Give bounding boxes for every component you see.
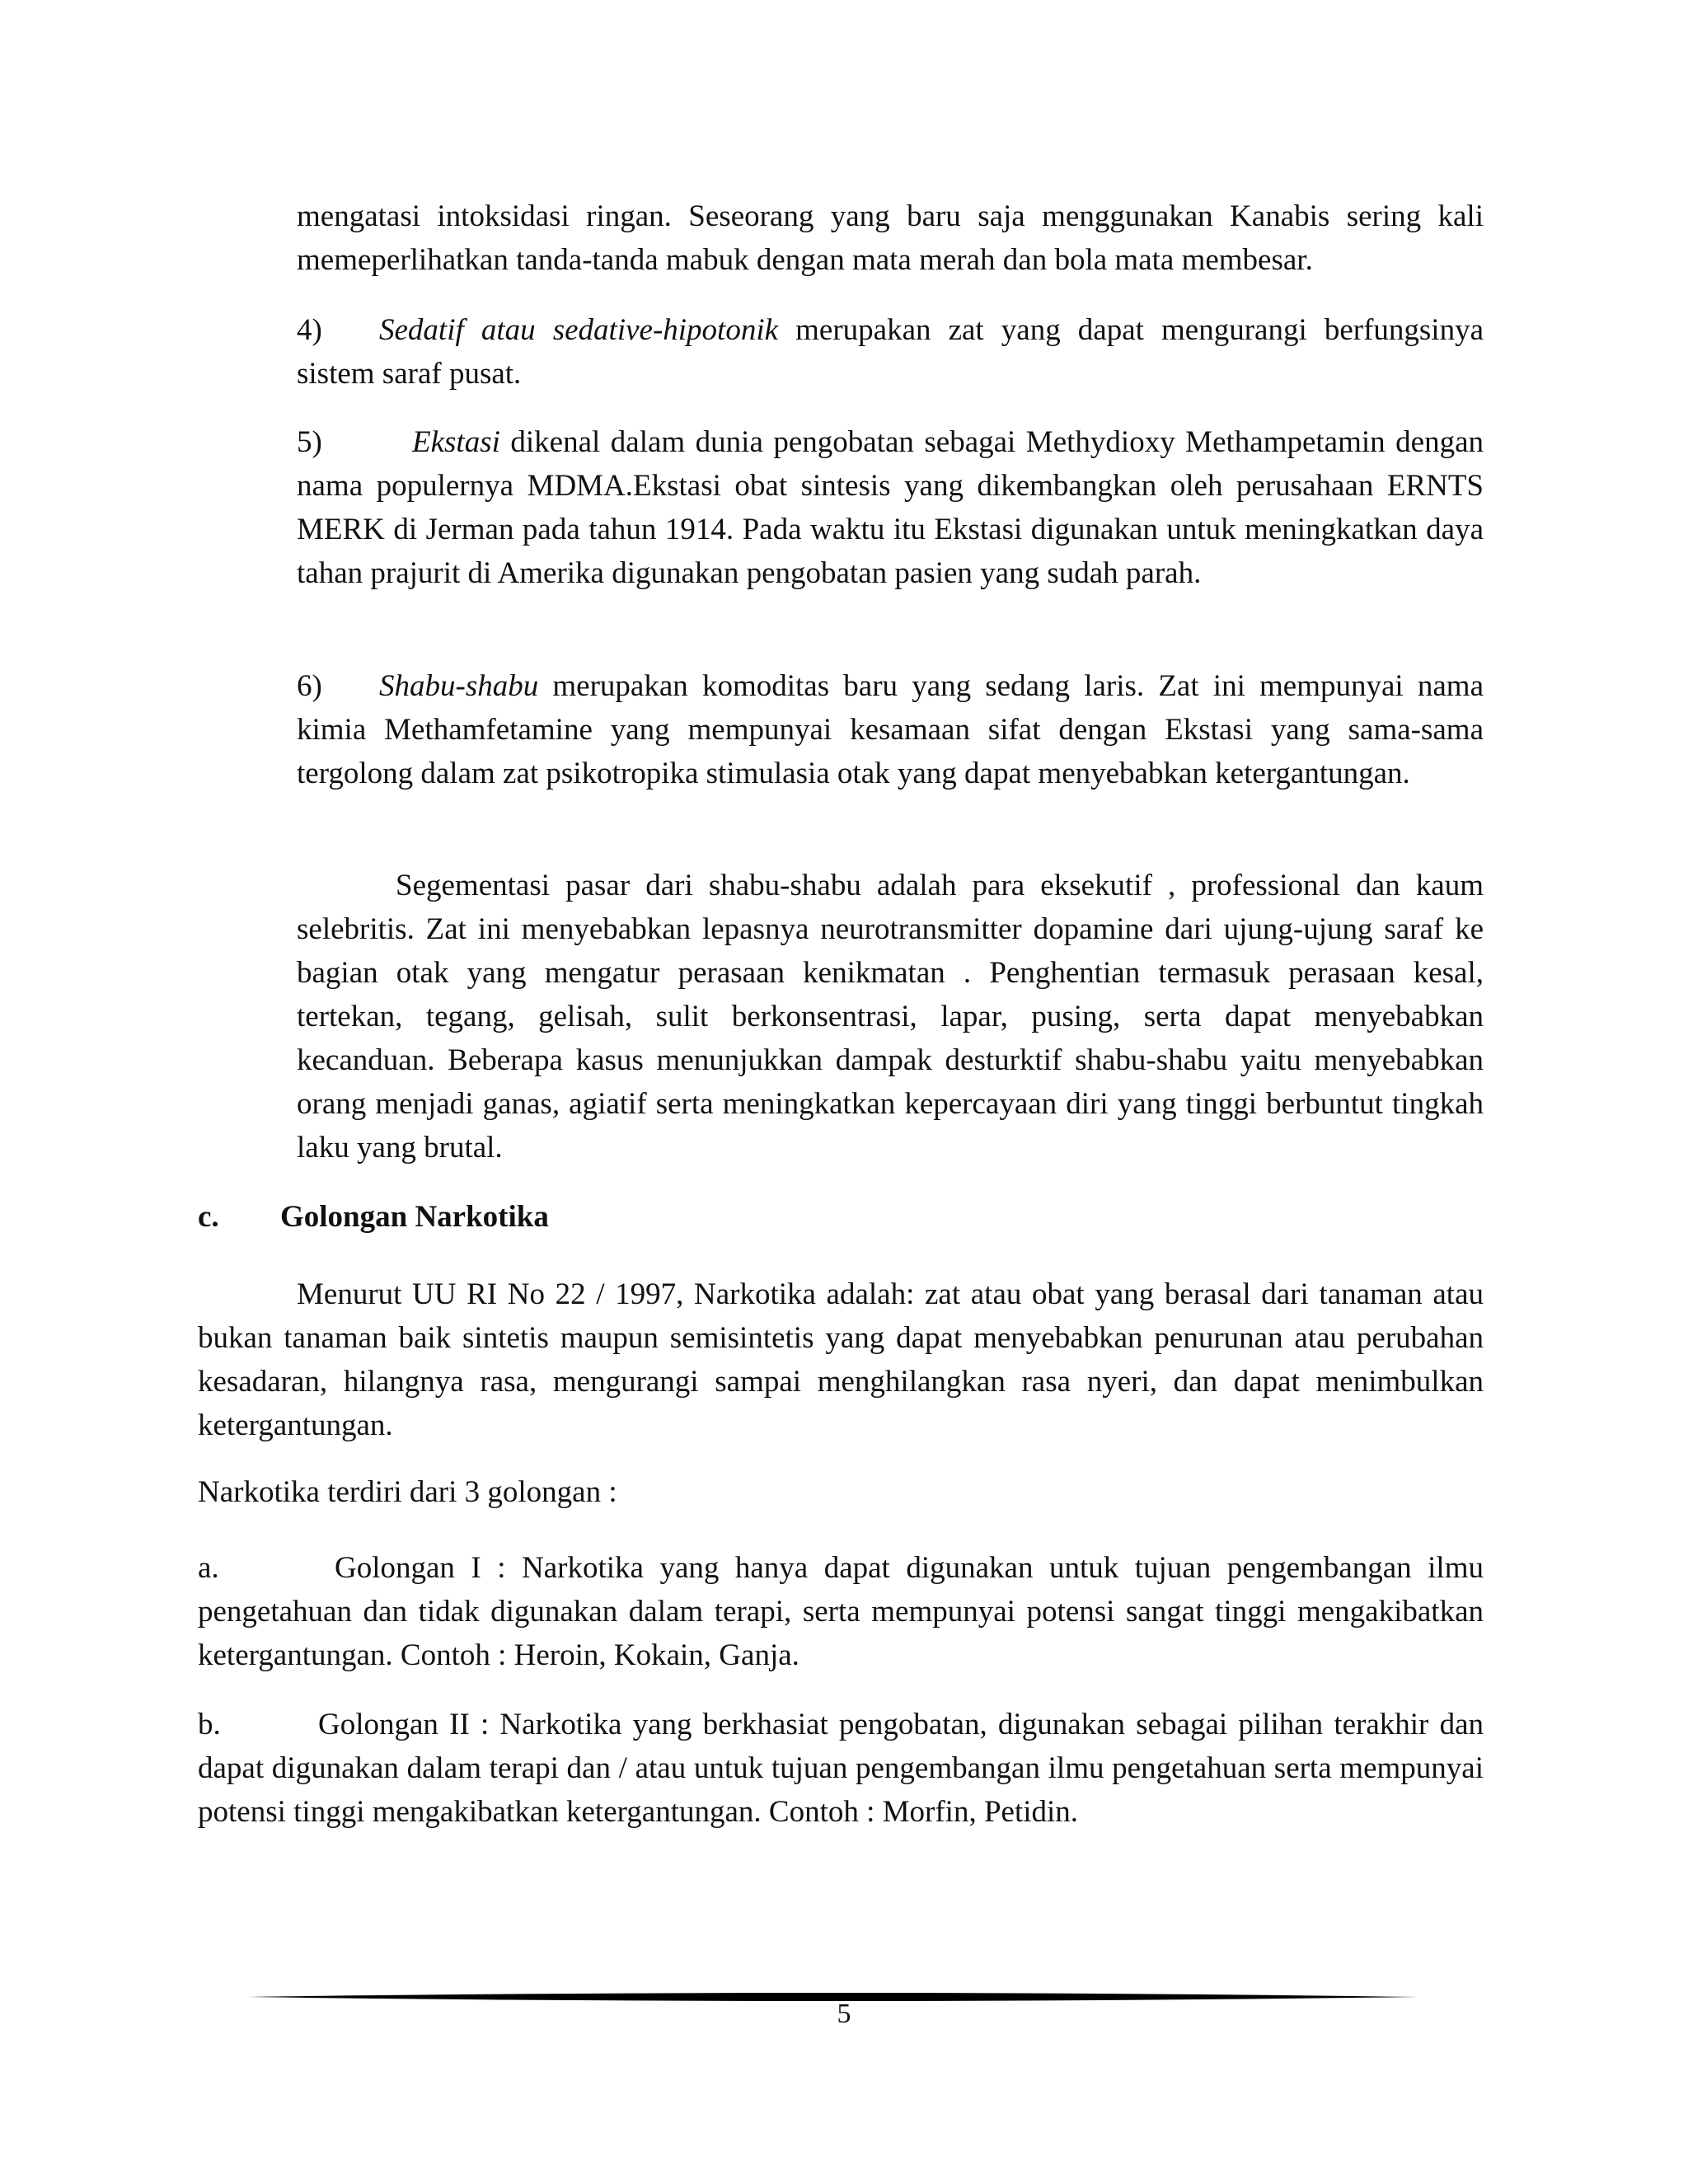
item-label: b.: [198, 1708, 221, 1741]
heading-title: Golongan Narkotika: [280, 1200, 549, 1234]
page-number: 5: [837, 1999, 851, 2029]
section-heading: [198, 1195, 549, 1239]
item-term: Sedatif atau sedative-hipotonik: [379, 313, 779, 347]
item-label: a.: [198, 1551, 219, 1585]
heading-label: c.: [198, 1200, 219, 1234]
list-item-4: [297, 308, 1484, 396]
list-item-golongan-b: [198, 1703, 1484, 1834]
item-term: Ekstasi: [412, 425, 500, 459]
item-number: 4): [297, 313, 322, 347]
paragraph-segmentasi: Segementasi pasar dari shabu-shabu adalah para eksekutif , professional dan kaum selebritis. Zat ini menyebabkan lepasnya neurotransmitter dopamine dari ujung-ujung saraf ke bagian otak yang mengatur perasaan kenikmatan . Penghentian termasuk perasaan kesal, tertekan, tegang, gelisah, sulit berkonsentrasi, lapar, pusing, serta dapat menyebabkan kecanduan. Beberapa kasus menunjukkan dampak desturktif shabu-shabu yaitu menyebabkan orang menjadi ganas, agiatif serta meningkatkan kepercayaan diri yang tinggi berbuntut tingkah laku yang brutal.: [297, 869, 1484, 1165]
list-item-golongan-a: [198, 1546, 1484, 1677]
item-number: 5): [297, 425, 322, 459]
paragraph-intro: mengatasi intoksidasi ringan. Seseorang yang baru saja menggunakan Kanabis sering kali memeperlihatkan tanda-tanda mabuk dengan mata merah dan bola mata membesar.: [297, 199, 1484, 277]
item-text: Golongan II : Narkotika yang berkhasiat pengobatan, digunakan sebagai pilihan terakhir dan dapat digunakan dalam terapi dan / atau untuk tujuan pengembangan ilmu pengetahuan serta mempunyai potensi tinggi mengakibatkan ketergantungan. Contoh : Morfin, Petidin.: [198, 1708, 1484, 1829]
item-text: dikenal dalam dunia pengobatan sebagai Methydioxy Methampetamin dengan nama populernya MDMA.Ekstasi obat sintesis yang dikembangkan oleh perusahaan ERNTS MERK di Jerman pada tahun 1914. Pada waktu itu Ekstasi digunakan untuk meningkatkan daya tahan prajurit di Amerika digunakan pengobatan pasien yang sudah parah.: [297, 425, 1484, 590]
list-item-5: [297, 420, 1484, 595]
item-text: merupakan komoditas baru yang sedang laris. Zat ini mempunyai nama kimia Methamfetamine yang mempunyai kesamaan sifat dengan Ekstasi yang sama-sama tergolong dalam zat psikotropika stimulasia otak yang dapat menyebabkan ketergantungan.: [297, 669, 1484, 790]
item-term: Shabu-shabu: [379, 669, 539, 703]
item-number: 6): [297, 669, 322, 703]
paragraph-menurut: Menurut UU RI No 22 / 1997, Narkotika adalah: zat atau obat yang berasal dari tanaman atau bukan tanaman baik sintetis maupun semisintetis yang dapat menyebabkan penurunan atau perubahan kesadaran, hilangnya rasa, mengurangi sampai menghilangkan rasa nyeri, dan dapat menimbulkan ketergantungan.: [198, 1277, 1484, 1442]
item-text: Golongan I : Narkotika yang hanya dapat digunakan untuk tujuan pengembangan ilmu pengetahuan dan tidak digunakan dalam terapi, serta mempunyai potensi sangat tinggi mengakibatkan ketergantungan. Contoh : Heroin, Kokain, Ganja.: [198, 1551, 1484, 1672]
paragraph-terdiri: Narkotika terdiri dari 3 golongan :: [198, 1475, 617, 1509]
list-item-6: [297, 664, 1484, 795]
item-text: merupakan zat yang dapat mengurangi berfungsinya sistem saraf pusat.: [297, 313, 1484, 391]
